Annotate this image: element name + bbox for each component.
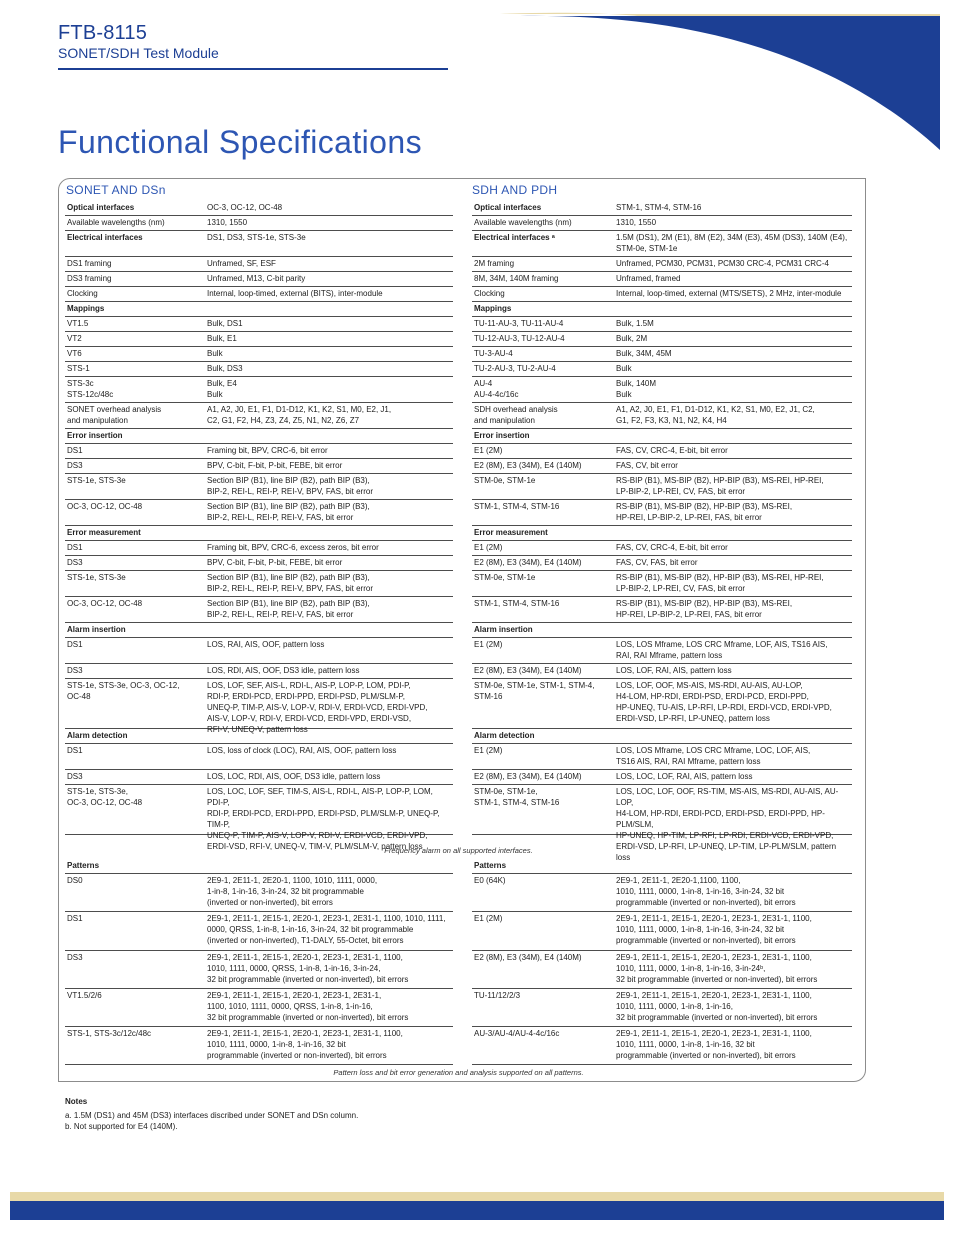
spec-row (65, 556, 453, 571)
spec-value (207, 860, 451, 872)
spec-value: STM-1, STM-4, STM-16 (616, 203, 702, 212)
spec-group-header (472, 231, 852, 257)
spec-label: DS1 (67, 746, 83, 755)
spec-row (472, 638, 852, 664)
spec-value: 2E9-1, 2E11-1, 2E20-1,1100, 1100, 1010, 1111, 0000, 1-in-8, 1-in-16, 3-in-24, 32 bit programmable (inverted or non-inverted), bit errors (616, 876, 796, 907)
product-subtitle: SONET/SDH Test Module (58, 45, 219, 61)
spec-label: Mappings (67, 304, 105, 313)
spec-group-header (65, 859, 453, 874)
spec-value (616, 730, 850, 742)
spec-row (65, 571, 453, 597)
spec-label: STS-1e, STS-3e, OC-3, OC-12, OC-48 (67, 787, 143, 807)
spec-row (472, 874, 852, 912)
spec-label: Error measurement (67, 528, 141, 537)
spec-row (472, 459, 852, 474)
spec-value: 2E9-1, 2E11-1, 2E15-1, 2E20-1, 2E23-1, 2E31-1, 1100, 1010, 1111, 0000, 1-in-8, 1-in-16, 3-in-24ᵇ, 32 bit programmable (inverted or non-inverted), bit errors (616, 953, 818, 984)
spec-label: 8M, 34M, 140M framing (474, 274, 559, 283)
note-a: a. 1.5M (DS1) and 45M (DS3) interfaces discribed under SONET and DSn column. (65, 1111, 359, 1120)
spec-label: DS3 (67, 558, 83, 567)
spec-label: Patterns (474, 861, 507, 870)
spec-row (472, 347, 852, 362)
spec-row (472, 444, 852, 459)
spec-value: FAS, CV, CRC-4, E-bit, bit error (616, 446, 728, 455)
spec-label: STS-1 (67, 364, 90, 373)
spec-value: Section BIP (B1), line BIP (B2), path BIP (B3), BIP-2, REI-L, REI-P, REI-V, BPV, FAS, bit error (207, 573, 373, 593)
spec-value: RS-BIP (B1), MS-BIP (B2), HP-BIP (B3), MS-REI, HP-REI, LP-BIP-2, LP-REI, CV, FAS, bit error (616, 476, 824, 496)
spec-group-header (65, 729, 453, 744)
spec-value: Bulk, 1.5M (616, 319, 654, 328)
spec-row (65, 474, 453, 500)
spec-row (472, 403, 852, 429)
spec-value: Framing bit, BPV, CRC-6, excess zeros, bit error (207, 543, 379, 552)
spec-value: Section BIP (B1), line BIP (B2), path BIP (B3), BIP-2, REI-L, REI-P, REI-V, BPV, FAS, bit error (207, 476, 373, 496)
spec-value: 2E9-1, 2E11-1, 2E15-1, 2E20-1, 2E23-1, 2E31-1, 1100, 1010, 1111, 0000, QRSS, 1-in-8, 1-in-16, 3-in-24, 32 bit programmable (inverted or non-inverted), bit errors (207, 953, 409, 984)
spec-label: DS3 (67, 953, 83, 962)
spec-value: Bulk (616, 364, 632, 373)
spec-label: Patterns (67, 861, 100, 870)
spec-row (65, 317, 453, 332)
spec-row (65, 1027, 453, 1065)
spec-row (65, 362, 453, 377)
spec-label: DS1 (67, 640, 83, 649)
spec-label: Available wavelengths (nm) (474, 218, 572, 227)
footer-blue-band (10, 1201, 944, 1220)
page-title: Functional Specifications (58, 124, 422, 160)
spec-label: STS-1e, STS-3e (67, 476, 126, 485)
spec-value (616, 527, 850, 539)
spec-label: DS3 (67, 666, 83, 675)
spec-value: Unframed, framed (616, 274, 681, 283)
spec-row (65, 347, 453, 362)
spec-label: TU-3-AU-4 (474, 349, 513, 358)
spec-label: DS3 (67, 461, 83, 470)
spec-value: Bulk, DS1 (207, 319, 243, 328)
spec-value: LOS, loss of clock (LOC), RAI, AIS, OOF, pattern loss (207, 746, 397, 755)
spec-label: STM-0e, STM-1e (474, 476, 536, 485)
spec-row (472, 500, 852, 526)
section-heading-sonet: SONET AND DSn (66, 183, 166, 197)
spec-value: BPV, C-bit, F-bit, P-bit, FEBE, bit error (207, 461, 343, 470)
spec-row (472, 272, 852, 287)
spec-value: Bulk, 140M Bulk (616, 379, 657, 399)
spec-value: 2E9-1, 2E11-1, 2E15-1, 2E20-1, 2E23-1, 2E31-1, 1100, 1010, 1111, 0000, 1-in-8, 1-in-16, 32 bit programmable (inverted or non-inverted), bit errors (207, 1029, 403, 1060)
notes-title: Notes (65, 1097, 88, 1106)
notes-block (65, 1096, 358, 1132)
spec-label: STS-1e, STS-3e (67, 573, 126, 582)
spec-row (472, 989, 852, 1027)
spec-row (472, 216, 852, 231)
alarm-footnote: Frequency alarm on all supported interfaces. (384, 846, 533, 855)
spec-row (65, 770, 453, 785)
spec-value: Bulk, 2M (616, 334, 648, 343)
spec-label: Clocking (474, 289, 505, 298)
spec-value: LOS, LOS Mframe, LOS CRC Mframe, LOC, LOF, AIS, TS16 AIS, RAI, RAI Mframe, pattern loss (616, 746, 811, 766)
spec-value: Bulk, E4 Bulk (207, 379, 237, 399)
spec-label: TU-11-AU-3, TU-11-AU-4 (474, 319, 564, 328)
spec-value: FAS, CV, FAS, bit error (616, 558, 698, 567)
spec-row (65, 785, 453, 851)
spec-value: Unframed, SF, ESF (207, 259, 276, 268)
spec-row (472, 287, 852, 302)
spec-label: Mappings (474, 304, 512, 313)
spec-label: DS0 (67, 876, 83, 885)
spec-label: SDH overhead analysis and manipulation (474, 405, 558, 425)
spec-row (472, 597, 852, 623)
spec-label: E1 (2M) (474, 446, 503, 455)
spec-label: 2M framing (474, 259, 515, 268)
spec-row (65, 951, 453, 989)
spec-label: VT1.5 (67, 319, 89, 328)
note-b: b. Not supported for E4 (140M). (65, 1122, 178, 1131)
spec-group-header (65, 201, 453, 216)
spec-label: DS3 (67, 772, 83, 781)
spec-value: RS-BIP (B1), MS-BIP (B2), HP-BIP (B3), MS-REI, HP-REI, LP-BIP-2, LP-REI, FAS, bit error (616, 599, 793, 619)
spec-value: Bulk (207, 349, 223, 358)
spec-value: LOS, LOF, OOF, MS-AIS, MS-RDI, AU-AIS, AU-LOP, H4-LOM, HP-RDI, ERDI-PSD, ERDI-PCD, ERDI-PPD, HP-UNEQ, TU-AIS, LP-RFI, LP-RDI, ERDI-VCD, ERDI-VPD, ERDI-VSD, LP-RFI, LP-UNEQ, pattern loss (616, 681, 832, 723)
spec-row (65, 257, 453, 272)
spec-value: 2E9-1, 2E11-1, 2E15-1, 2E20-1, 2E23-1, 2E31-1, 1100, 1010, 1111, 0000, QRSS, 1-in-8, 1-in-16, 32 bit programmable (inverted or non-inverted), bit errors (207, 991, 409, 1022)
spec-value: 2E9-1, 2E11-1, 2E15-1, 2E20-1, 2E23-1, 2E31-1, 1100, 1010, 1111, 0000, QRSS, 1-in-8, 1-in-16, 3-in-24, 32 bit programmable (inverted or non-inverted), T1-DALY, 55-Octet, bit errors (207, 914, 446, 945)
spec-value: 1.5M (DS1), 2M (E1), 8M (E2), 34M (E3), 45M (DS3), 140M (E4), STM-0e, STM-1e (616, 233, 848, 253)
spec-value (616, 860, 850, 872)
spec-group-header (472, 729, 852, 744)
spec-value: LOS, LOC, LOF, SEF, TIM-S, AIS-L, RDI-L, AIS-P, LOP-P, LOM, PDI-P, RDI-P, ERDI-PCD, ERDI-PPD, ERDI-PSD, PLM/SLM-P, UNEQ-P, TIM-P, UNEQ-P, TIM-P, AIS-V, LOP-V, RDI-V, ERDI-VCD, ERDI-VPD, ERDI-VSD, RFI-V, UNEQ-V, TIM-V, PLM/SLM-V, pattern loss (207, 787, 440, 851)
spec-row (65, 989, 453, 1027)
spec-value: 2E9-1, 2E11-1, 2E15-1, 2E20-1, 2E23-1, 2E31-1, 1100, 1010, 1111, 0000, 1-in-8, 1-in-16, 32 bit programmable (inverted or non-inverted), bit errors (616, 1029, 812, 1060)
spec-row (65, 287, 453, 302)
spec-value: LOS, LOF, RAI, AIS, pattern loss (616, 666, 732, 675)
pattern-footnote: Pattern loss and bit error generation and analysis supported on all patterns. (333, 1068, 584, 1077)
spec-value (616, 624, 850, 636)
spec-label: Available wavelengths (nm) (67, 218, 165, 227)
spec-value: 2E9-1, 2E11-1, 2E20-1, 1100, 1010, 1111, 0000, 1-in-8, 1-in-16, 3-in-24, 32 bit programmable (inverted or non-inverted), bit errors (207, 876, 378, 907)
spec-label: E2 (8M), E3 (34M), E4 (140M) (474, 953, 582, 962)
spec-label: E0 (64K) (474, 876, 506, 885)
spec-row (65, 679, 453, 734)
spec-label: VT6 (67, 349, 82, 358)
spec-label: Alarm insertion (67, 625, 126, 634)
spec-label: STS-1, STS-3c/12c/48c (67, 1029, 152, 1038)
spec-row (472, 1027, 852, 1065)
spec-label: TU-12-AU-3, TU-12-AU-4 (474, 334, 565, 343)
spec-value: RS-BIP (B1), MS-BIP (B2), HP-BIP (B3), MS-REI, HP-REI, LP-BIP-2, LP-REI, FAS, bit error (616, 502, 793, 522)
spec-row (65, 272, 453, 287)
spec-group-header (65, 429, 453, 444)
spec-value: Bulk, 34M, 45M (616, 349, 672, 358)
spec-label: STM-1, STM-4, STM-16 (474, 502, 560, 511)
spec-value (207, 303, 451, 315)
spec-value: Unframed, M13, C-bit parity (207, 274, 306, 283)
spec-group-header (65, 623, 453, 638)
spec-value: 2E9-1, 2E11-1, 2E15-1, 2E20-1, 2E23-1, 2E31-1, 1100, 1010, 1111, 0000, 1-in-8, 1-in-16, 32 bit programmable (inverted or non-inverted), bit errors (616, 991, 818, 1022)
spec-row (65, 500, 453, 526)
spec-value (207, 430, 451, 442)
spec-value (207, 527, 451, 539)
spec-row (65, 541, 453, 556)
spec-label: Alarm detection (67, 731, 128, 740)
spec-label: STM-0e, STM-1e, STM-1, STM-4, STM-16 (474, 787, 560, 807)
spec-label: Optical interfaces (474, 203, 542, 212)
spec-label: E1 (2M) (474, 746, 503, 755)
spec-group-header (65, 231, 453, 257)
spec-value (207, 730, 451, 742)
spec-row (472, 332, 852, 347)
spec-label: DS1 (67, 446, 83, 455)
spec-value: Internal, loop-timed, external (BITS), inter-module (207, 289, 383, 298)
sonet-patterns-column (65, 859, 453, 1065)
spec-label: VT1.5/2/6 (67, 991, 102, 1000)
spec-label: STM-1, STM-4, STM-16 (474, 599, 560, 608)
spec-row (472, 951, 852, 989)
spec-row (65, 459, 453, 474)
spec-group-header (472, 429, 852, 444)
spec-row (65, 444, 453, 459)
spec-value: RS-BIP (B1), MS-BIP (B2), HP-BIP (B3), MS-REI, HP-REI, LP-BIP-2, LP-REI, CV, FAS, bit error (616, 573, 824, 593)
spec-value: FAS, CV, CRC-4, E-bit, bit error (616, 543, 728, 552)
spec-group-header (472, 302, 852, 317)
spec-row (65, 332, 453, 347)
spec-value: 1310, 1550 (207, 218, 248, 227)
spec-row (65, 597, 453, 623)
spec-row (65, 664, 453, 679)
spec-label: E2 (8M), E3 (34M), E4 (140M) (474, 461, 582, 470)
spec-group-header (472, 201, 852, 216)
spec-row (472, 474, 852, 500)
spec-row (65, 874, 453, 912)
spec-label: E1 (2M) (474, 914, 503, 923)
spec-label: DS1 (67, 914, 83, 923)
sonet-spec-column (65, 201, 453, 851)
spec-label: E1 (2M) (474, 543, 503, 552)
spec-group-header (65, 526, 453, 541)
spec-label: STS-1e, STS-3e, OC-3, OC-12, OC-48 (67, 681, 180, 701)
spec-row (65, 377, 453, 403)
spec-row (472, 770, 852, 785)
spec-label: TU-11/12/2/3 (474, 991, 521, 1000)
spec-label: Alarm detection (474, 731, 535, 740)
spec-value: Bulk, E1 (207, 334, 237, 343)
spec-label: STM-0e, STM-1e, STM-1, STM-4, STM-16 (474, 681, 595, 701)
spec-value: LOS, RDI, AIS, OOF, DS3 idle, pattern loss (207, 666, 360, 675)
spec-value: A1, A2, J0, E1, F1, D1-D12, K1, K2, S1, M0, E2, J1, C2, G1, F2, F3, K3, N1, N2, K4, H4 (616, 405, 815, 425)
spec-value: OC-3, OC-12, OC-48 (207, 203, 283, 212)
spec-label: STM-0e, STM-1e (474, 573, 536, 582)
spec-label: DS1 (67, 543, 83, 552)
spec-row (472, 377, 852, 403)
spec-value: A1, A2, J0, E1, F1, D1-D12, K1, K2, S1, M0, E2, J1, C2, G1, F2, H4, Z3, Z4, Z5, N1, N2, Z6, Z7 (207, 405, 392, 425)
spec-row (472, 571, 852, 597)
spec-label: STS-3c STS-12c/48c (67, 379, 114, 399)
spec-row (472, 912, 852, 951)
spec-row (472, 257, 852, 272)
spec-row (65, 744, 453, 770)
section-heading-sdh: SDH AND PDH (472, 183, 558, 197)
spec-label: E1 (2M) (474, 640, 503, 649)
spec-value: Section BIP (B1), line BIP (B2), path BIP (B3), BIP-2, REI-L, REI-P, REI-V, FAS, bit error (207, 599, 370, 619)
spec-group-header (472, 623, 852, 638)
spec-value: LOS, LOC, RDI, AIS, OOF, DS3 idle, pattern loss (207, 772, 381, 781)
spec-row (472, 664, 852, 679)
spec-value: LOS, LOC, LOF, RAI, AIS, pattern loss (616, 772, 753, 781)
spec-label: SONET overhead analysis and manipulation (67, 405, 162, 425)
spec-label: OC-3, OC-12, OC-48 (67, 502, 143, 511)
spec-label: Error insertion (67, 431, 123, 440)
spec-label: Electrical interfaces (67, 233, 143, 242)
spec-group-header (65, 302, 453, 317)
sdh-patterns-column (472, 859, 852, 1065)
spec-value: DS1, DS3, STS-1e, STS-3e (207, 233, 306, 242)
spec-value: BPV, C-bit, F-bit, P-bit, FEBE, bit error (207, 558, 343, 567)
spec-value: 2E9-1, 2E11-1, 2E15-1, 2E20-1, 2E23-1, 2E31-1, 1100, 1010, 1111, 0000, 1-in-8, 1-in-16, 3-in-24, 32 bit programmable (inverted or non-inverted), bit errors (616, 914, 812, 945)
spec-value: Framing bit, BPV, CRC-6, bit error (207, 446, 328, 455)
title-divider (58, 68, 448, 70)
spec-value: Internal, loop-timed, external (MTS/SETS), 2 MHz, inter-module (616, 289, 842, 298)
spec-label: Error measurement (474, 528, 548, 537)
spec-label: Optical interfaces (67, 203, 135, 212)
spec-row (472, 541, 852, 556)
spec-label: DS1 framing (67, 259, 112, 268)
spec-label: E2 (8M), E3 (34M), E4 (140M) (474, 666, 582, 675)
spec-label: AU-3/AU-4/AU-4-4c/16c (474, 1029, 560, 1038)
product-name: FTB-8115 (58, 22, 148, 44)
spec-label: Electrical interfaces ᵃ (474, 233, 555, 242)
spec-value: Unframed, PCM30, PCM31, PCM30 CRC-4, PCM31 CRC-4 (616, 259, 829, 268)
spec-value: LOS, LOF, SEF, AIS-L, RDI-L, AIS-P, LOP-P, LOM, PDI-P, RDI-P, ERDI-PCD, ERDI-PPD, ERDI-PSD, PLM/SLM-P, UNEQ-P, TIM-P, AIS-V, LOP-V, RDI-V, ERDI-VCD, ERDI-VPD, AIS-V, LOP-V, RDI-V, ERDI-VCD, ERDI-VPD, ERDI-VSD, RFI-V, UNEQ-V, pattern loss (207, 681, 428, 734)
spec-row (472, 744, 852, 770)
spec-row (65, 403, 453, 429)
spec-label: E2 (8M), E3 (34M), E4 (140M) (474, 772, 582, 781)
spec-value: Bulk, DS3 (207, 364, 243, 373)
spec-label: TU-2-AU-3, TU-2-AU-4 (474, 364, 556, 373)
spec-value (616, 430, 850, 442)
spec-row (472, 317, 852, 332)
spec-row (472, 785, 852, 862)
spec-value (207, 624, 451, 636)
spec-label: Alarm insertion (474, 625, 533, 634)
spec-row (65, 216, 453, 231)
spec-row (65, 912, 453, 951)
spec-value: LOS, LOC, LOF, OOF, RS-TIM, MS-AIS, MS-RDI, AU-AIS, AU-LOP, H4-LOM, HP-RDI, ERDI-PCD, ERDI-PSD, ERDI-PPD, HP-PLM/SLM, HP-UNEQ, HP-TIM, LP-RFI, LP-RDI, ERDI-VCD, ERDI-VPD, ERDI-VSD, LP-RFI, LP-UNEQ, LP-TIM, LP-PLM/SLM, pattern loss (616, 787, 839, 862)
spec-row (472, 679, 852, 729)
spec-label: OC-3, OC-12, OC-48 (67, 599, 143, 608)
spec-group-header (472, 526, 852, 541)
spec-row (472, 362, 852, 377)
spec-value: FAS, CV, bit error (616, 461, 678, 470)
spec-row (472, 556, 852, 571)
spec-value: LOS, LOS Mframe, LOS CRC Mframe, LOF, AIS, TS16 AIS, RAI, RAI Mframe, pattern loss (616, 640, 828, 660)
spec-value: Section BIP (B1), line BIP (B2), path BIP (B3), BIP-2, REI-L, REI-P, REI-V, FAS, bit error (207, 502, 370, 522)
spec-label: Error insertion (474, 431, 530, 440)
spec-value (616, 303, 850, 315)
spec-label: VT2 (67, 334, 82, 343)
spec-row (65, 638, 453, 664)
sdh-spec-column (472, 201, 852, 862)
spec-value: LOS, RAI, AIS, OOF, pattern loss (207, 640, 325, 649)
spec-label: DS3 framing (67, 274, 112, 283)
spec-label: Clocking (67, 289, 98, 298)
spec-value: 1310, 1550 (616, 218, 657, 227)
spec-label: E2 (8M), E3 (34M), E4 (140M) (474, 558, 582, 567)
spec-label: AU-4 AU-4-4c/16c (474, 379, 519, 399)
spec-group-header (472, 859, 852, 874)
